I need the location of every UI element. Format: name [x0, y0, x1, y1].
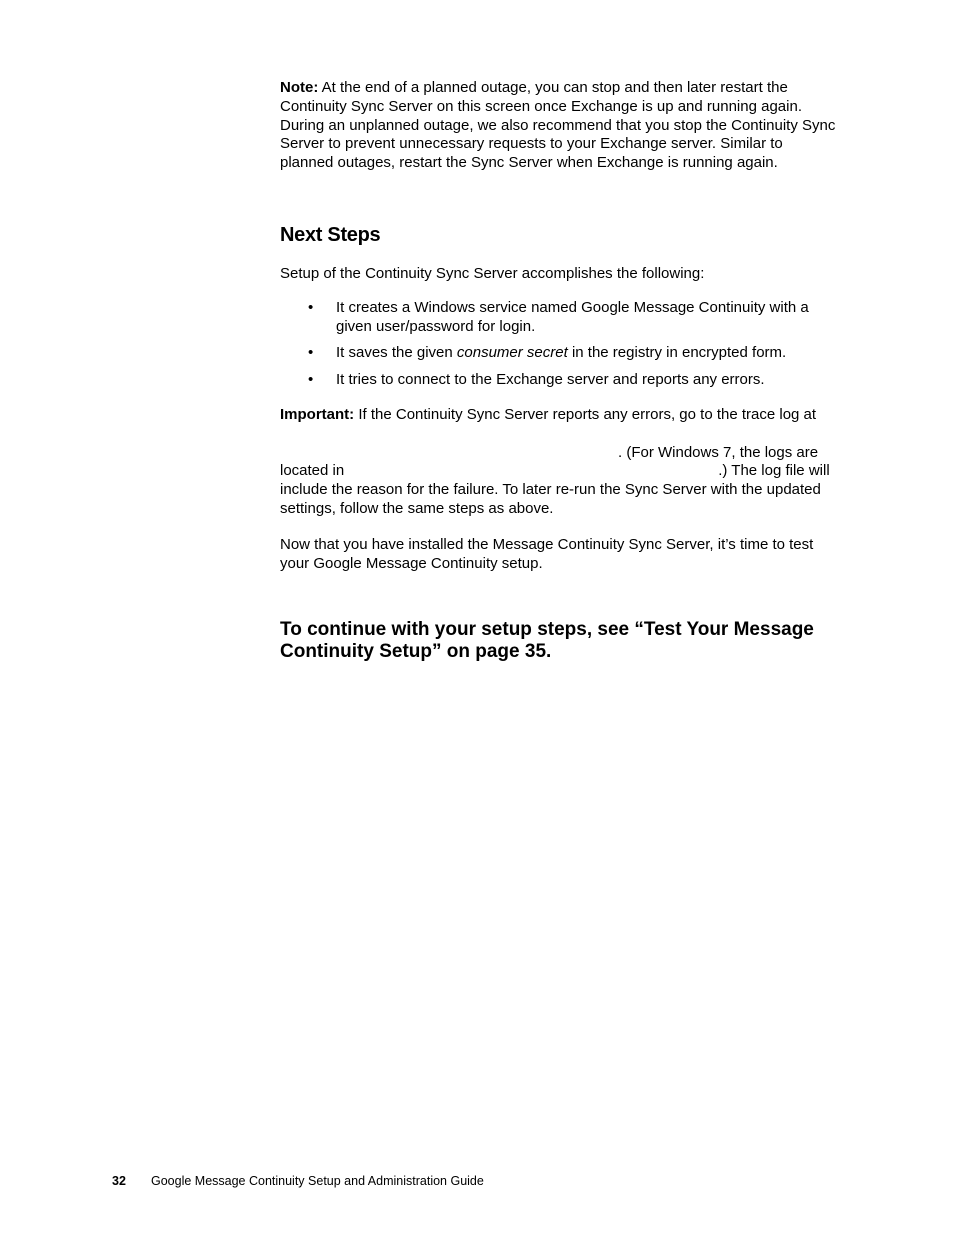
list-item — [280, 344, 840, 363]
important-line-4-tail: .) The log file will — [718, 462, 830, 480]
list-item-text-before: It saves the given — [336, 344, 457, 362]
note-label: Note: — [280, 79, 319, 96]
important-rest: include the reason for the failure. To later re-run the Sync Server with the updated settings, follow the same steps as above. — [280, 481, 821, 517]
intro-paragraph: Setup of the Continuity Sync Server accomplishes the following: — [280, 264, 705, 282]
page-footer — [112, 1174, 484, 1188]
important-line-3-tail: . (For Windows 7, the logs are — [618, 443, 819, 461]
blank-line — [280, 425, 840, 444]
bullet-icon: • — [308, 298, 314, 316]
important-line-4-head: located in — [280, 462, 345, 480]
footer-title: Google Message Continuity Setup and Administration Guide — [151, 1174, 484, 1188]
document-body — [280, 79, 840, 663]
list-item-text-after: in the registry in encrypted form. — [567, 344, 787, 362]
section-heading: Next Steps — [280, 223, 381, 246]
list-item — [280, 371, 840, 390]
list-item — [280, 299, 840, 337]
list-item-text: It creates a Windows service named Google Message Continuity with a given user/password for login. — [336, 298, 809, 335]
note-paragraph — [280, 79, 840, 173]
list-item-emphasis: consumer secret — [456, 344, 568, 362]
important-paragraph — [280, 406, 840, 519]
page-number: 32 — [112, 1174, 126, 1188]
bullet-list — [280, 299, 840, 390]
important-line-1: If the Continuity Sync Server reports any errors, go to the trace log at — [354, 405, 817, 423]
closing-paragraph: Now that you have installed the Message Continuity Sync Server, it’s time to test your Google Message Continuity setup. — [280, 535, 814, 572]
list-item-text: It tries to connect to the Exchange server and reports any errors. — [336, 371, 765, 389]
continue-callout: To continue with your setup steps, see “Test Your Message Continuity Setup” on page 35. — [280, 619, 814, 663]
bullet-icon: • — [308, 371, 314, 389]
important-label: Important: — [280, 405, 355, 423]
note-text: At the end of a planned outage, you can stop and then later restart the Continuity Sync Server on this screen once Exchange is up and running again. During an unplanned outage, we also recommend that you stop the Continuity Sync Server to prevent unnecessary requests to your Exchange server. Similar to planned outages, restart the Sync Server when Exchange is running again. — [280, 79, 836, 172]
bullet-icon: • — [308, 344, 314, 362]
